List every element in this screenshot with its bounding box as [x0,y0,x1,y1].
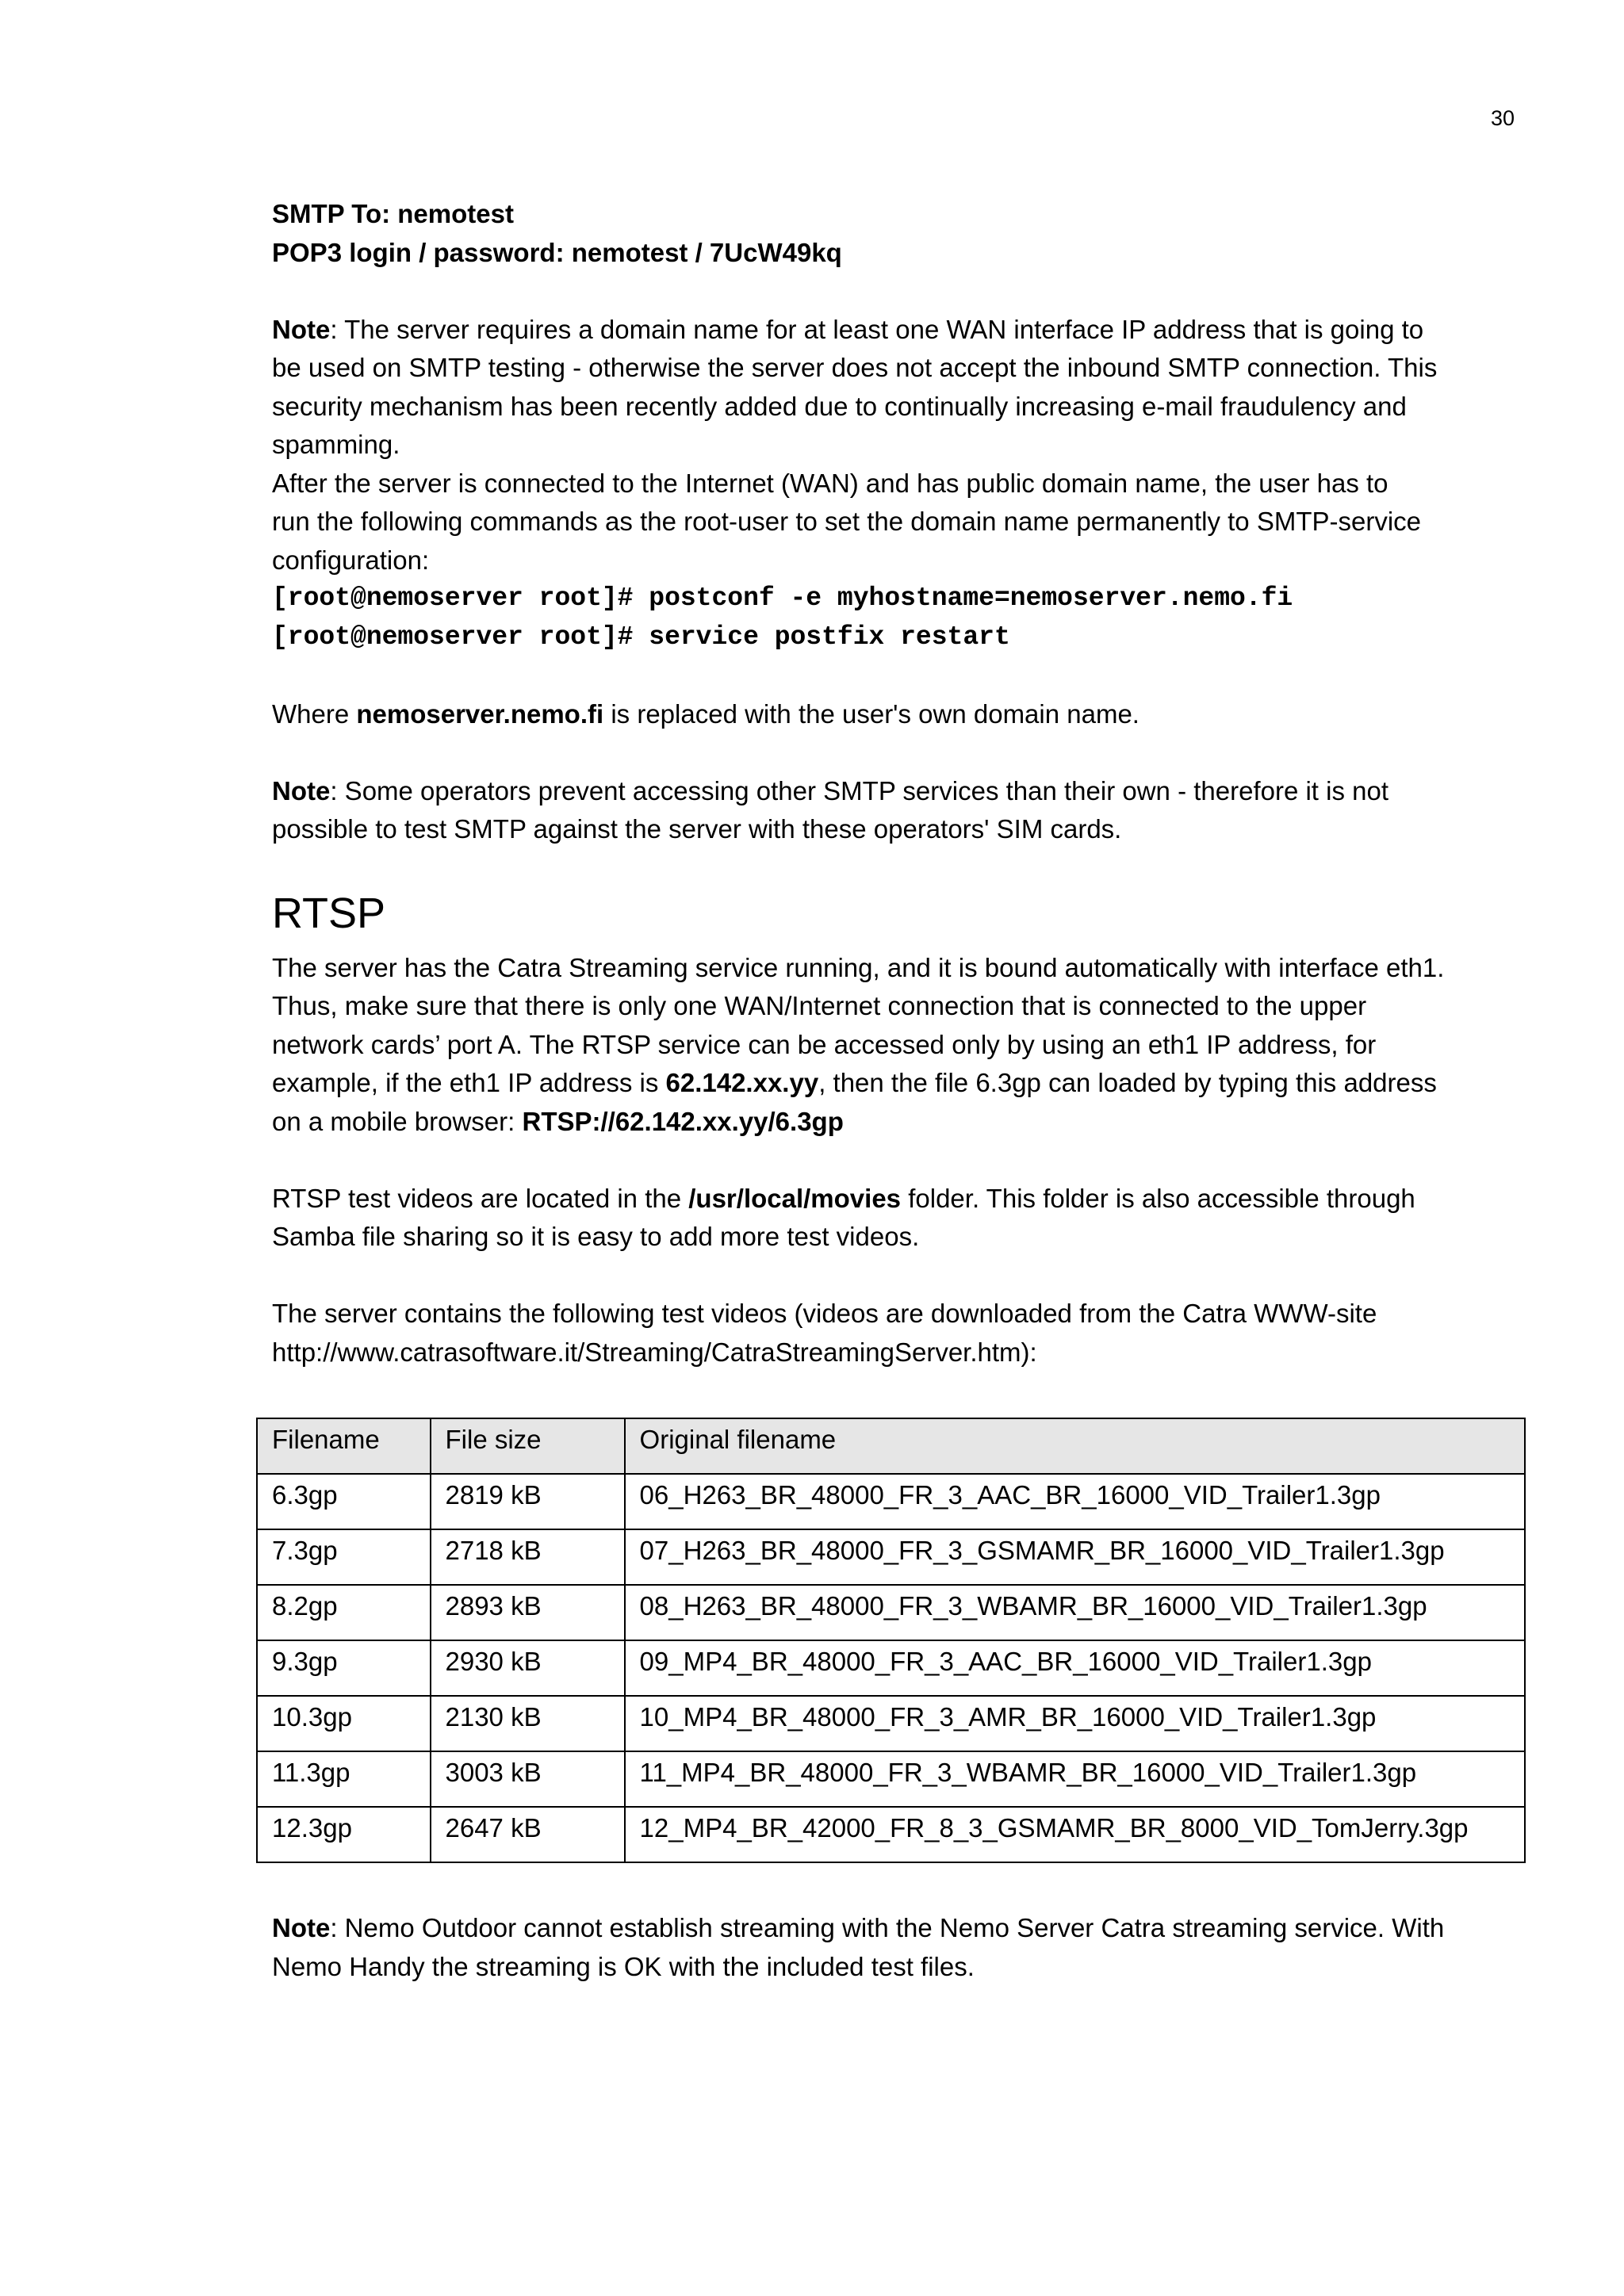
smtp-to-line: SMTP To: nemotest [272,199,514,228]
cell-file-size: 2130 kB [431,1696,625,1751]
domain-name: nemoserver.nemo.fi [356,698,604,729]
note-operators: Note: Some operators prevent accessing other SMTP services than their own - therefore it is not possible to test SMTP against the server with these operators' SIM cards. [272,775,1389,844]
document-body [272,195,1525,1986]
cell-original-filename: 10_MP4_BR_48000_FR_3_AMR_BR_16000_VID_Trailer1.3gp [625,1696,1525,1751]
table-row [257,1696,1525,1751]
cell-filename: 9.3gp [257,1640,431,1696]
cell-filename: 11.3gp [257,1751,431,1807]
table-row [257,1529,1525,1585]
test-videos-table [256,1418,1526,1863]
table-row [257,1640,1525,1696]
pop3-credentials-line: POP3 login / password: nemotest / 7UcW49kq [272,237,842,267]
table-row [257,1585,1525,1640]
cell-original-filename: 07_H263_BR_48000_FR_3_GSMAMR_BR_16000_VID_Trailer1.3gp [625,1529,1525,1585]
movies-folder-path: /usr/local/movies [688,1183,902,1213]
note-label: Note [272,314,331,344]
column-header-filename: Filename [257,1418,431,1474]
table-row [257,1807,1525,1862]
cell-filename: 12.3gp [257,1807,431,1862]
note-label: Note [272,775,331,806]
cell-original-filename: 12_MP4_BR_42000_FR_8_3_GSMAMR_BR_8000_VID_TomJerry.3gp [625,1807,1525,1862]
rtsp-videos-location-paragraph: RTSP test videos are located in the /usr/local/movies folder. This folder is also accessible through Samba file sharing so it is easy to add more test videos. [272,1183,1415,1251]
where-domain-paragraph: Where nemoserver.nemo.fi is replaced with the user's own domain name. [272,698,1139,729]
ip-address: 62.142.xx.yy [665,1068,819,1097]
test-videos-paragraph: The server contains the following test videos (videos are downloaded from the Catra WWW-site http://www.catrasoftware.it/Streaming/CatraStreamingServer.htm): [272,1295,1525,1372]
table-row [257,1751,1525,1807]
rtsp-intro-paragraph: The server has the Catra Streaming service running, and it is bound automatically with interface eth1. Thus, make sure that there is only one WAN/Internet connection that is connected to the upper network cards’ port A. The RTSP service can be accessed only by using an eth1 IP address, for example, if the eth1 IP address is 62.142.xx.yy, then the file 6.3gp can loaded by typing this address on a mobile browser: RTSP://62.142.xx.yy/6.3gp [272,952,1445,1136]
column-header-file-size: File size [431,1418,625,1474]
note-domain-requirement: Note: The server requires a domain name for at least one WAN interface IP address that is going to be used on SMTP testing - otherwise the server does not accept the inbound SMTP connection. This security mechanism has been recently added due to continually increasing e-mail fraudulency and spamming. [272,314,1438,459]
cell-filename: 10.3gp [257,1696,431,1751]
cell-original-filename: 09_MP4_BR_48000_FR_3_AAC_BR_16000_VID_Trailer1.3gp [625,1640,1525,1696]
cell-file-size: 2930 kB [431,1640,625,1696]
command-restart-postfix: [root@nemoserver root]# service postfix restart [272,622,1010,652]
cell-file-size: 3003 kB [431,1751,625,1807]
table-row [257,1474,1525,1529]
cell-filename: 8.2gp [257,1585,431,1640]
note-nemo-outdoor: Note: Nemo Outdoor cannot establish streaming with the Nemo Server Catra streaming service. With Nemo Handy the streaming is OK with the included test files. [272,1913,1445,1981]
command-block [272,580,1525,656]
page-number: 30 [1490,106,1515,130]
cell-original-filename: 08_H263_BR_48000_FR_3_WBAMR_BR_16000_VID_Trailer1.3gp [625,1585,1525,1640]
cell-file-size: 2647 kB [431,1807,625,1862]
rtsp-url: RTSP://62.142.xx.yy/6.3gp [522,1106,844,1136]
cell-file-size: 2893 kB [431,1585,625,1640]
cell-file-size: 2819 kB [431,1474,625,1529]
table-header-row [257,1418,1525,1474]
section-heading-rtsp: RTSP [272,889,386,937]
command-postconf: [root@nemoserver root]# postconf -e myhostname=nemoserver.nemo.fi [272,584,1293,613]
cell-original-filename: 06_H263_BR_48000_FR_3_AAC_BR_16000_VID_Trailer1.3gp [625,1474,1525,1529]
cell-filename: 6.3gp [257,1474,431,1529]
cell-filename: 7.3gp [257,1529,431,1585]
catra-site-url: http://www.catrasoftware.it/Streaming/CatraStreamingServer.htm): [272,1337,1037,1367]
column-header-original-filename: Original filename [625,1418,1525,1474]
cell-file-size: 2718 kB [431,1529,625,1585]
after-connection-paragraph: After the server is connected to the Internet (WAN) and has public domain name, the user has to run the following commands as the root-user to set the domain name permanently to SMTP-service configuration: [272,468,1422,575]
note-label: Note [272,1913,331,1942]
cell-original-filename: 11_MP4_BR_48000_FR_3_WBAMR_BR_16000_VID_Trailer1.3gp [625,1751,1525,1807]
